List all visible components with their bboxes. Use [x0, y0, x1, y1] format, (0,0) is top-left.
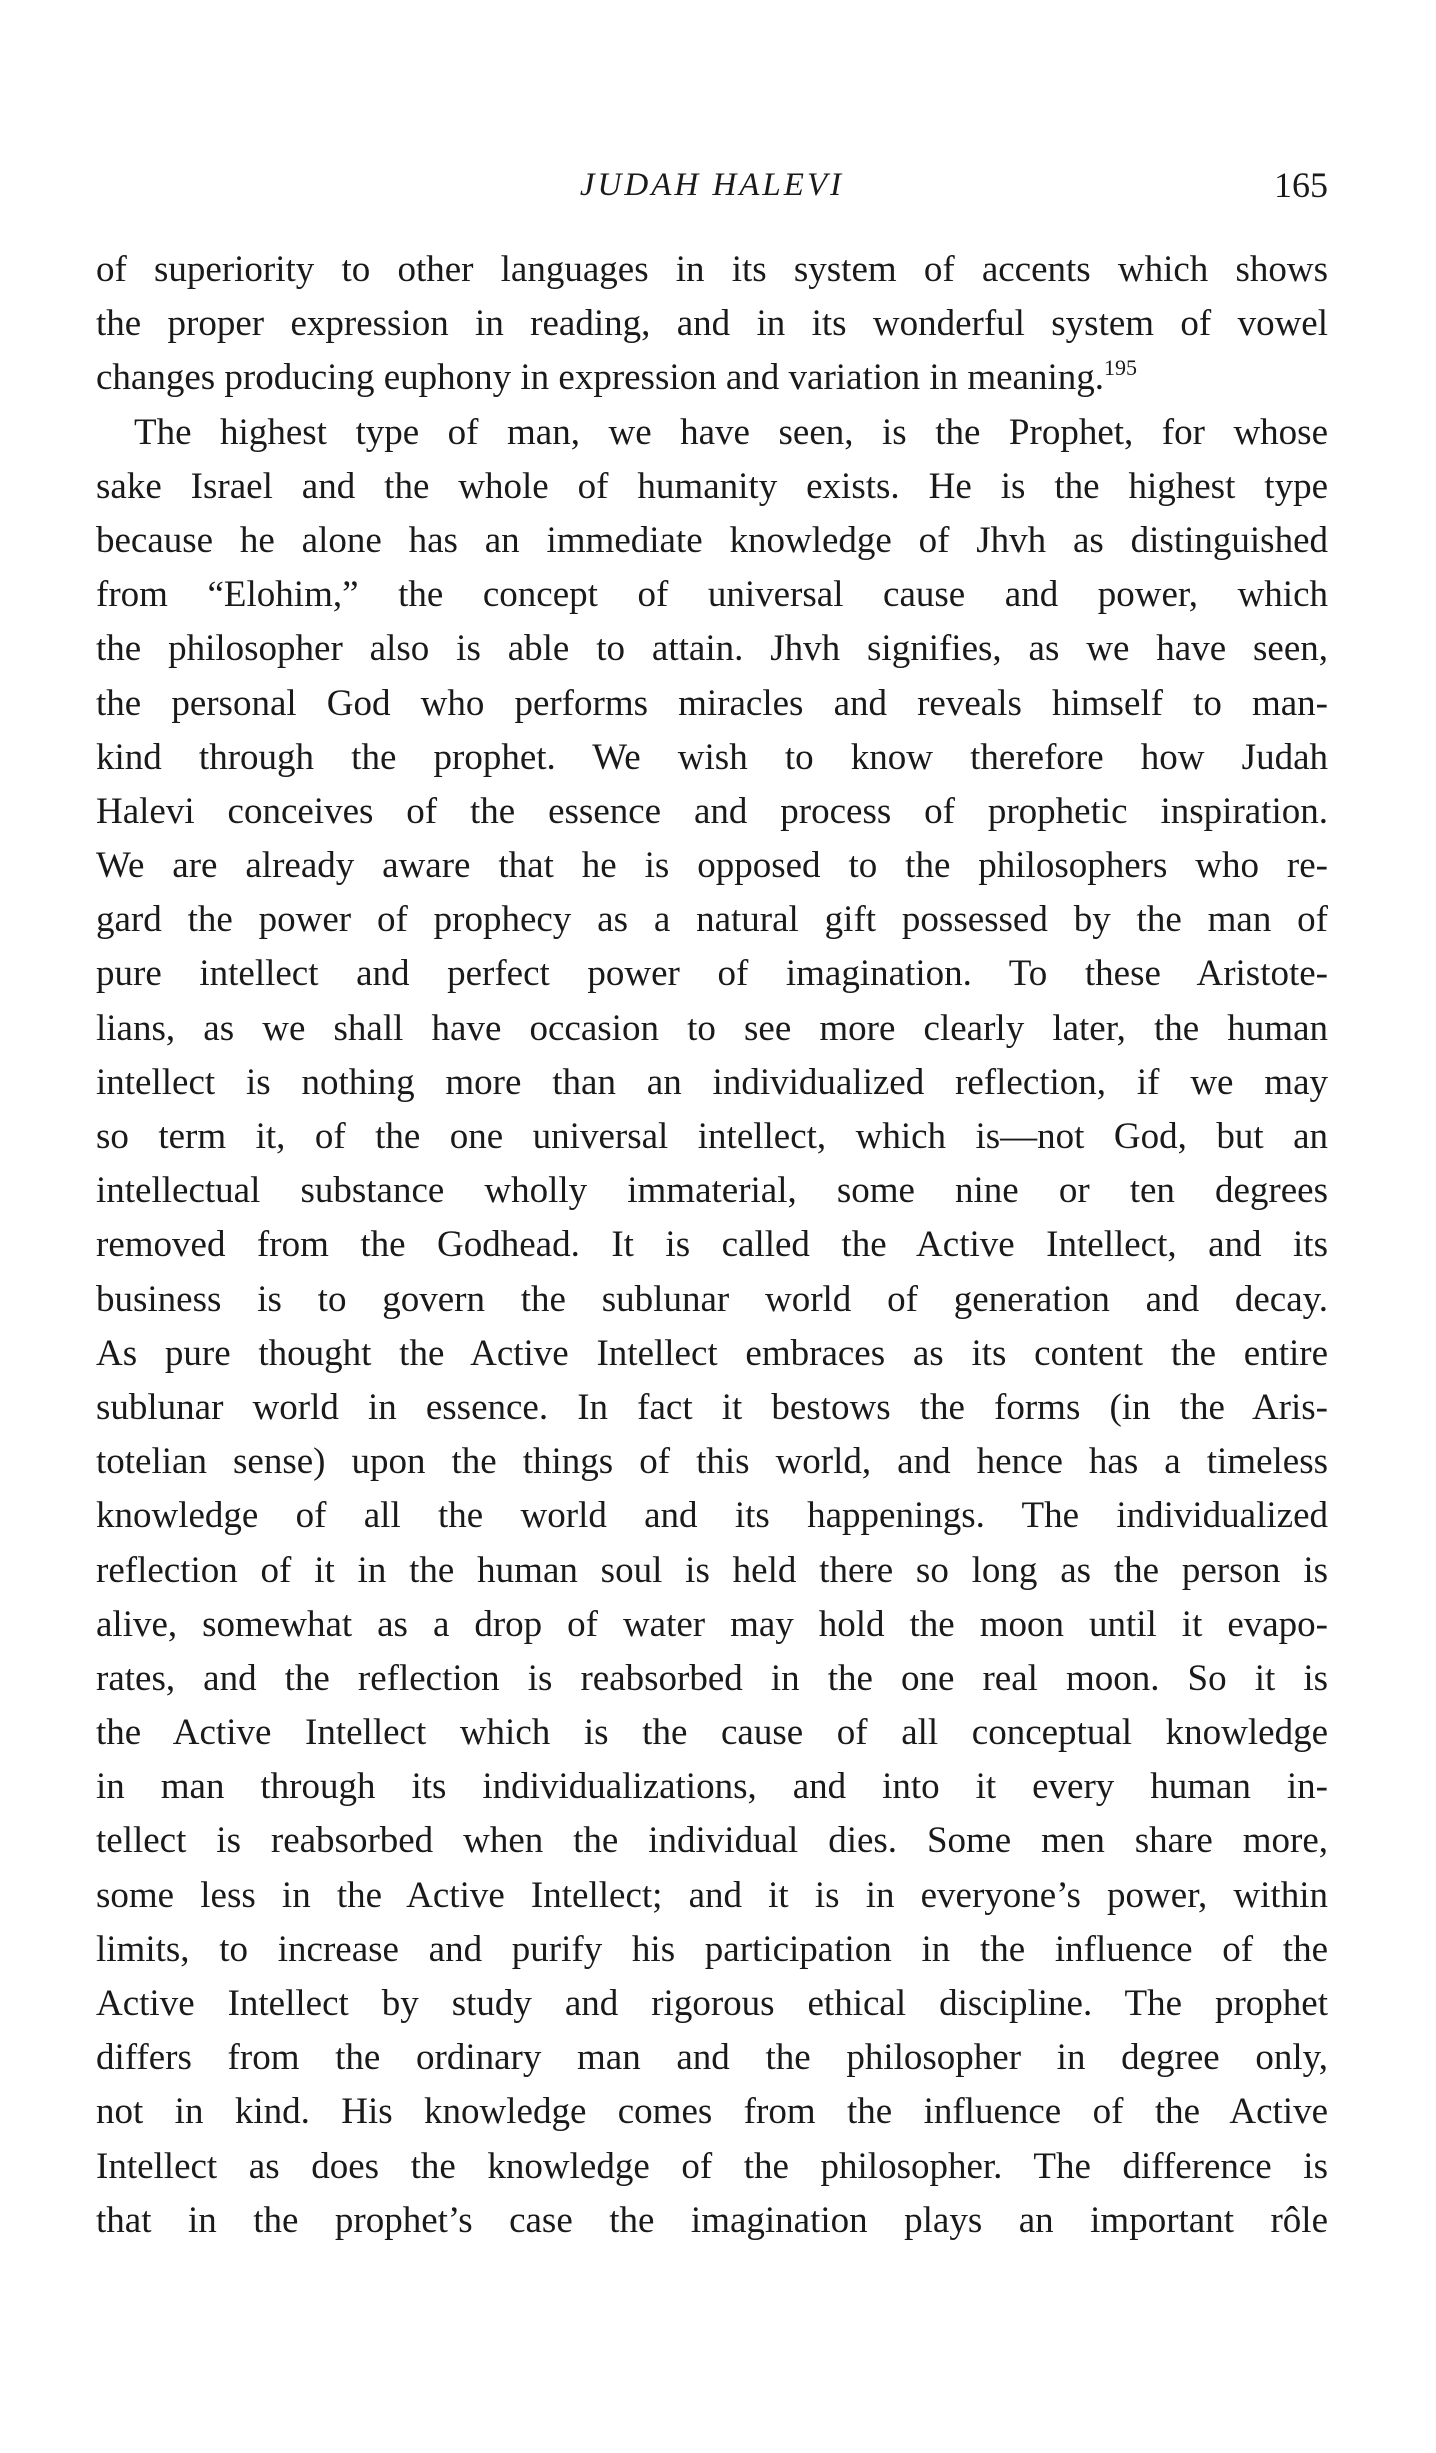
text-line: lians, as we shall have occasion to see more clearly later, the human [96, 1007, 1328, 1049]
text-line: some less in the Active Intellect; and it is in everyone’s power, within [96, 1874, 1328, 1916]
page-number: 165 [1274, 165, 1328, 205]
text-line: Intellect as does the knowledge of the philosopher. The difference is [96, 2145, 1328, 2187]
text-line: We are already aware that he is opposed to the philosophers who re- [96, 845, 1328, 887]
text-line-content: changes producing euphony in expression and variation in meaning. [96, 357, 1104, 399]
text-line: the proper expression in reading, and in its wonderful system of vowel [96, 303, 1328, 345]
text-line: removed from the Godhead. It is called the Active Intellect, and its [96, 1224, 1328, 1266]
text-line: totelian sense) upon the things of this world, and hence has a timeless [96, 1441, 1328, 1483]
footnote-reference: 195 [1104, 355, 1137, 381]
running-title: JUDAH HALEVI [579, 167, 845, 203]
text-line: that in the prophet’s case the imagination plays an important rôle [96, 2199, 1328, 2241]
text-line: differs from the ordinary man and the philosopher in degree only, [96, 2037, 1328, 2079]
text-line: sublunar world in essence. In fact it bestows the forms (in the Aris- [96, 1386, 1328, 1428]
text-line: Active Intellect by study and rigorous ethical discipline. The prophet [96, 1983, 1328, 2024]
text-line: gard the power of prophecy as a natural gift possessed by the man of [96, 899, 1328, 941]
text-line: Halevi conceives of the essence and process of prophetic inspiration. [96, 790, 1328, 832]
text-line: As pure thought the Active Intellect embraces as its content the entire [96, 1332, 1328, 1374]
text-line: rates, and the reflection is reabsorbed in the one real moon. So it is [96, 1657, 1328, 1699]
text-line: the Active Intellect which is the cause of all conceptual knowledge [96, 1712, 1328, 1754]
text-line: because he alone has an immediate knowledge of Jhvh as distinguished [96, 519, 1328, 561]
text-line: sake Israel and the whole of humanity exists. He is the highest type [96, 465, 1328, 507]
text-line: from “Elohim,” the concept of universal cause and power, which [96, 574, 1328, 616]
text-line: The highest type of man, we have seen, is the Prophet, for whose [134, 411, 1328, 453]
text-line: alive, somewhat as a drop of water may hold the moon until it evapo- [96, 1603, 1328, 1645]
text-line: the personal God who performs miracles and reveals himself to man- [96, 682, 1328, 724]
text-line: knowledge of all the world and its happenings. The individualized [96, 1495, 1328, 1537]
text-line: pure intellect and perfect power of imagination. To these Aristote- [96, 953, 1328, 995]
running-head [96, 160, 1328, 210]
text-line: intellect is nothing more than an individualized reflection, if we may [96, 1061, 1328, 1103]
text-line: the philosopher also is able to attain. Jhvh signifies, as we have seen, [96, 628, 1328, 670]
text-line: kind through the prophet. We wish to know therefore how Judah [96, 736, 1328, 778]
text-line: tellect is reabsorbed when the individual dies. Some men share more, [96, 1820, 1328, 1862]
text-line: limits, to increase and purify his participation in the influence of the [96, 1928, 1328, 1970]
text-line: business is to govern the sublunar world of generation and decay. [96, 1278, 1328, 1320]
text-line: not in kind. His knowledge comes from the influence of the Active [96, 2091, 1328, 2133]
text-line: reflection of it in the human soul is held there so long as the person is [96, 1549, 1328, 1591]
body-text [96, 243, 1328, 2248]
text-line: of superiority to other languages in its system of accents which shows [96, 249, 1328, 290]
text-line: intellectual substance wholly immaterial, some nine or ten degrees [96, 1170, 1328, 1212]
text-line: so term it, of the one universal intellect, which is—not God, but an [96, 1116, 1328, 1157]
text-line [96, 351, 1328, 405]
text-line: in man through its individualizations, and into it every human in- [96, 1766, 1328, 1808]
